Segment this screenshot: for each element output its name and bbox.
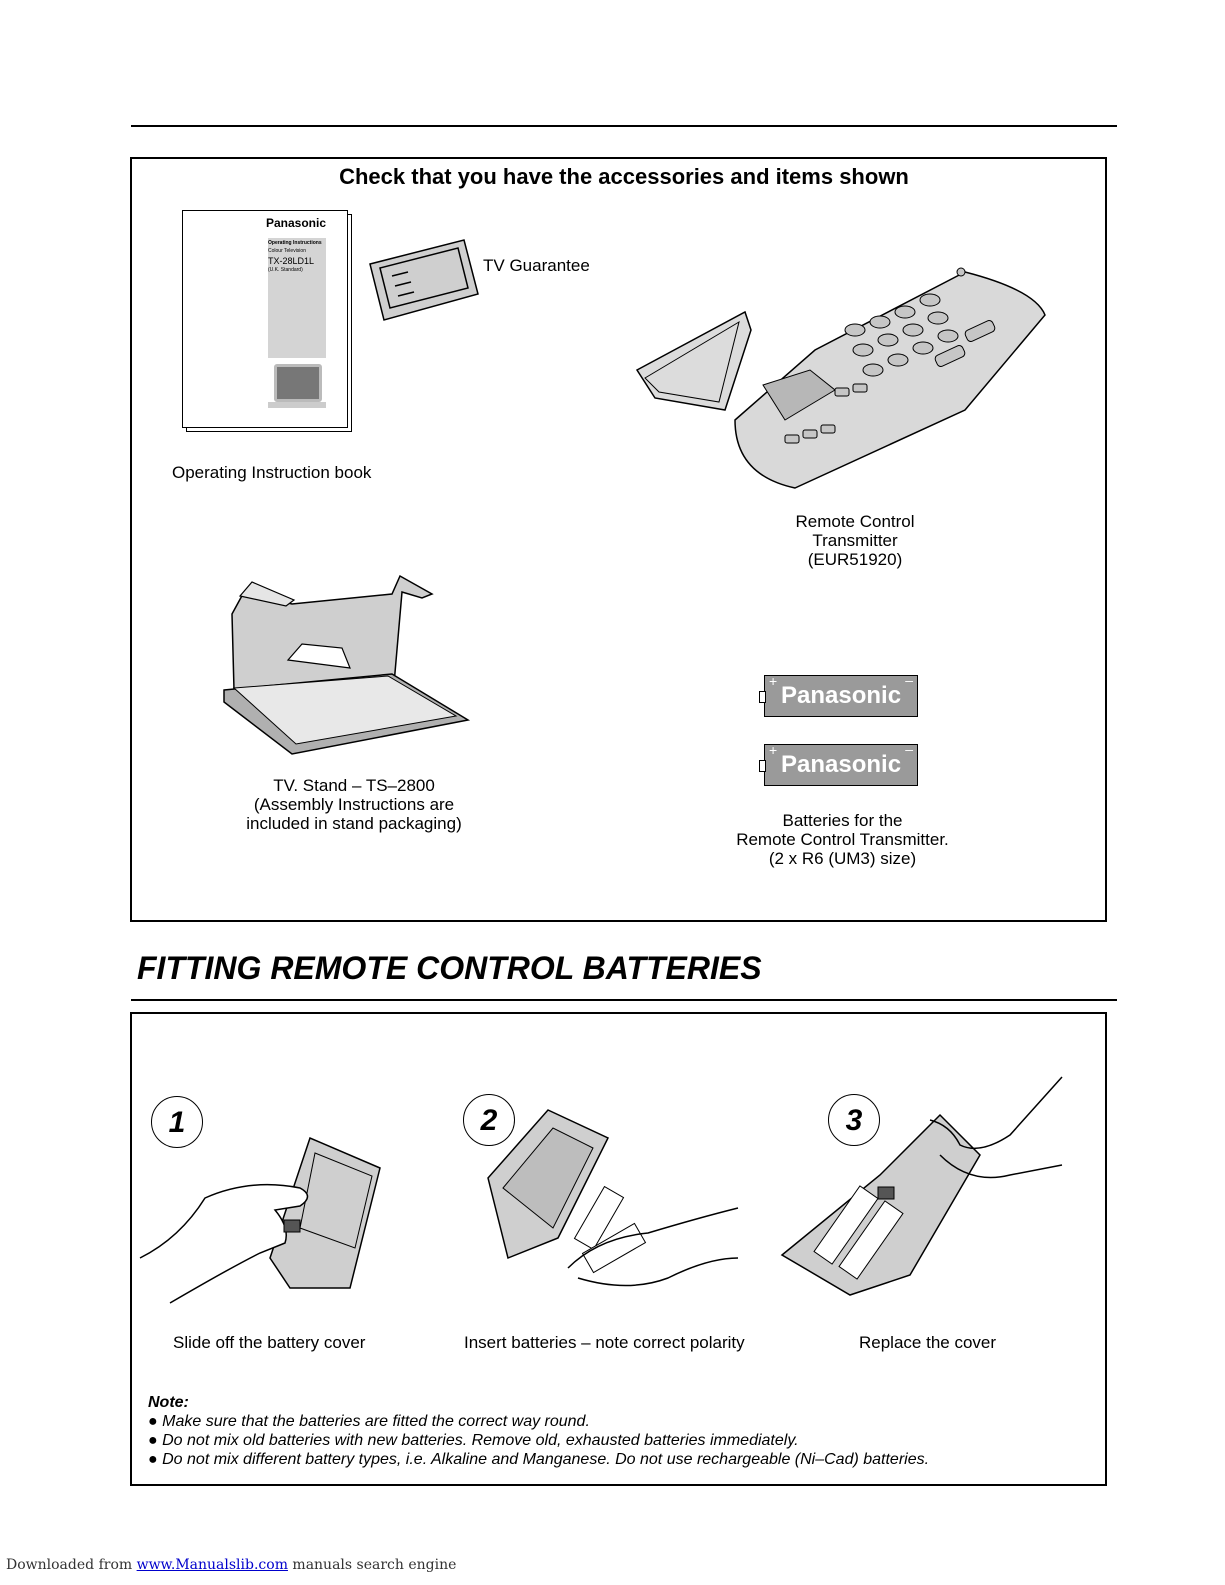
- fitting-heading: FITTING REMOTE CONTROL BATTERIES: [137, 950, 762, 986]
- manualslib-link[interactable]: www.Manualslib.com: [136, 1557, 288, 1573]
- guarantee-card-illustration: [368, 238, 478, 318]
- battery-2: + – Panasonic: [764, 744, 918, 786]
- note-item-1: ● Make sure that the batteries are fitted the correct way round.: [148, 1413, 590, 1430]
- battery-1: + – Panasonic: [764, 675, 918, 717]
- stand-label-line1: TV. Stand – TS–2800: [273, 776, 435, 795]
- batteries-label-line2: Remote Control Transmitter.: [736, 830, 949, 849]
- booklet-model: TX-28LD1L: [268, 256, 315, 266]
- note-item-3: ● Do not mix different battery types, i.e. Alkaline and Manganese. Do not use rechargeable (Ni–Cad) batteries.: [148, 1451, 930, 1468]
- tv-stand-illustration: [222, 574, 472, 764]
- step-2-illustration: [468, 1108, 748, 1298]
- step-3-illustration: [780, 1075, 1070, 1305]
- tv-picture-icon: [274, 364, 322, 402]
- stand-label-line2: (Assembly Instructions are: [253, 795, 455, 814]
- section-rule: [131, 999, 1117, 1001]
- stand-label-line3: included in stand packaging): [246, 814, 462, 833]
- remote-label-line2: Transmitter: [812, 531, 898, 550]
- remote-control-illustration: [635, 260, 1055, 490]
- step-1-caption: Slide off the battery cover: [173, 1333, 366, 1352]
- step-3-caption: Replace the cover: [859, 1333, 997, 1352]
- step-1-number: 1: [151, 1096, 203, 1148]
- battery-brand: Panasonic: [781, 751, 902, 778]
- battery-brand: Panasonic: [781, 682, 902, 709]
- guarantee-label: TV Guarantee: [483, 256, 590, 275]
- batteries-label-line1: Batteries for the: [782, 811, 903, 830]
- booklet-brand: Panasonic: [266, 216, 327, 230]
- step-1-illustration: [140, 1128, 400, 1308]
- operating-book-label: Operating Instruction book: [172, 463, 372, 482]
- batteries-label-line3: (2 x R6 (UM3) size): [768, 849, 917, 868]
- note-item-2: ● Do not mix old batteries with new batteries. Remove old, exhausted batteries immediately.: [148, 1432, 799, 1449]
- remote-label-line1: Remote Control: [795, 512, 915, 531]
- footer: Downloaded from www.Manualslib.com manuals search engine: [6, 1557, 457, 1573]
- accessories-heading: Check that you have the accessories and items shown: [339, 164, 909, 189]
- instruction-book-illustration: Panasonic Operating Instructions Colour Television TX-28LD1L (U.K. Standard): [182, 210, 348, 428]
- remote-label-line3: (EUR51920): [807, 550, 903, 569]
- step-3-number: 3: [828, 1094, 880, 1146]
- note-title: Note:: [148, 1394, 189, 1411]
- top-rule: [131, 125, 1117, 127]
- step-2-number: 2: [463, 1094, 515, 1146]
- step-2-caption: Insert batteries – note correct polarity: [464, 1333, 745, 1352]
